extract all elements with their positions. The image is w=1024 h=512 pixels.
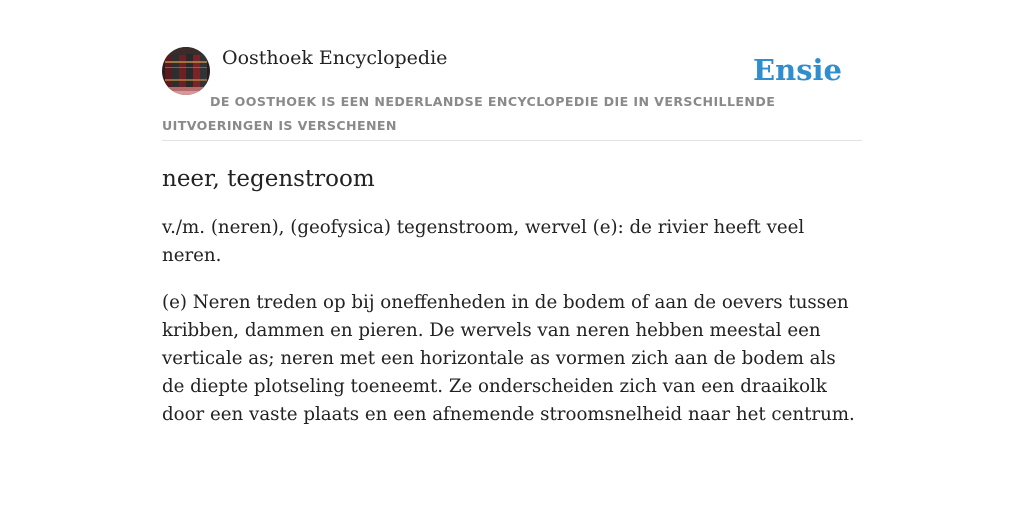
source-title[interactable]: Oosthoek Encyclopedie: [222, 47, 448, 69]
entry-content: [162, 163, 862, 429]
source-description: DE OOSTHOEK IS EEN NEDERLANDSE ENCYCLOPEDIE DIE IN VERSCHILLENDE UITVOERINGEN IS VERSCHENEN: [162, 94, 776, 133]
entry-explanation: (e) Neren treden op bij oneffenheden in de bodem of aan de oevers tussen kribben, dammen en pieren. De wervels van neren hebben meestal een verticale as; neren met een horizontale as vormen zich aan de bodem als de diepte plotseling toeneemt. Ze onderscheiden zich van een draaikolk door een vaste plaats en een afnemende stroomsnelheid naar het centrum.: [162, 292, 855, 425]
encyclopedia-books-icon[interactable]: [162, 47, 210, 95]
entry-title: neer, tegenstroom: [162, 166, 375, 192]
ensie-logo[interactable]: Ensie: [753, 53, 842, 87]
entry-definition: v./m. (neren), (geofysica) tegenstroom, wervel (e): de rivier heeft veel neren.: [162, 217, 805, 266]
source-header: [162, 46, 862, 141]
